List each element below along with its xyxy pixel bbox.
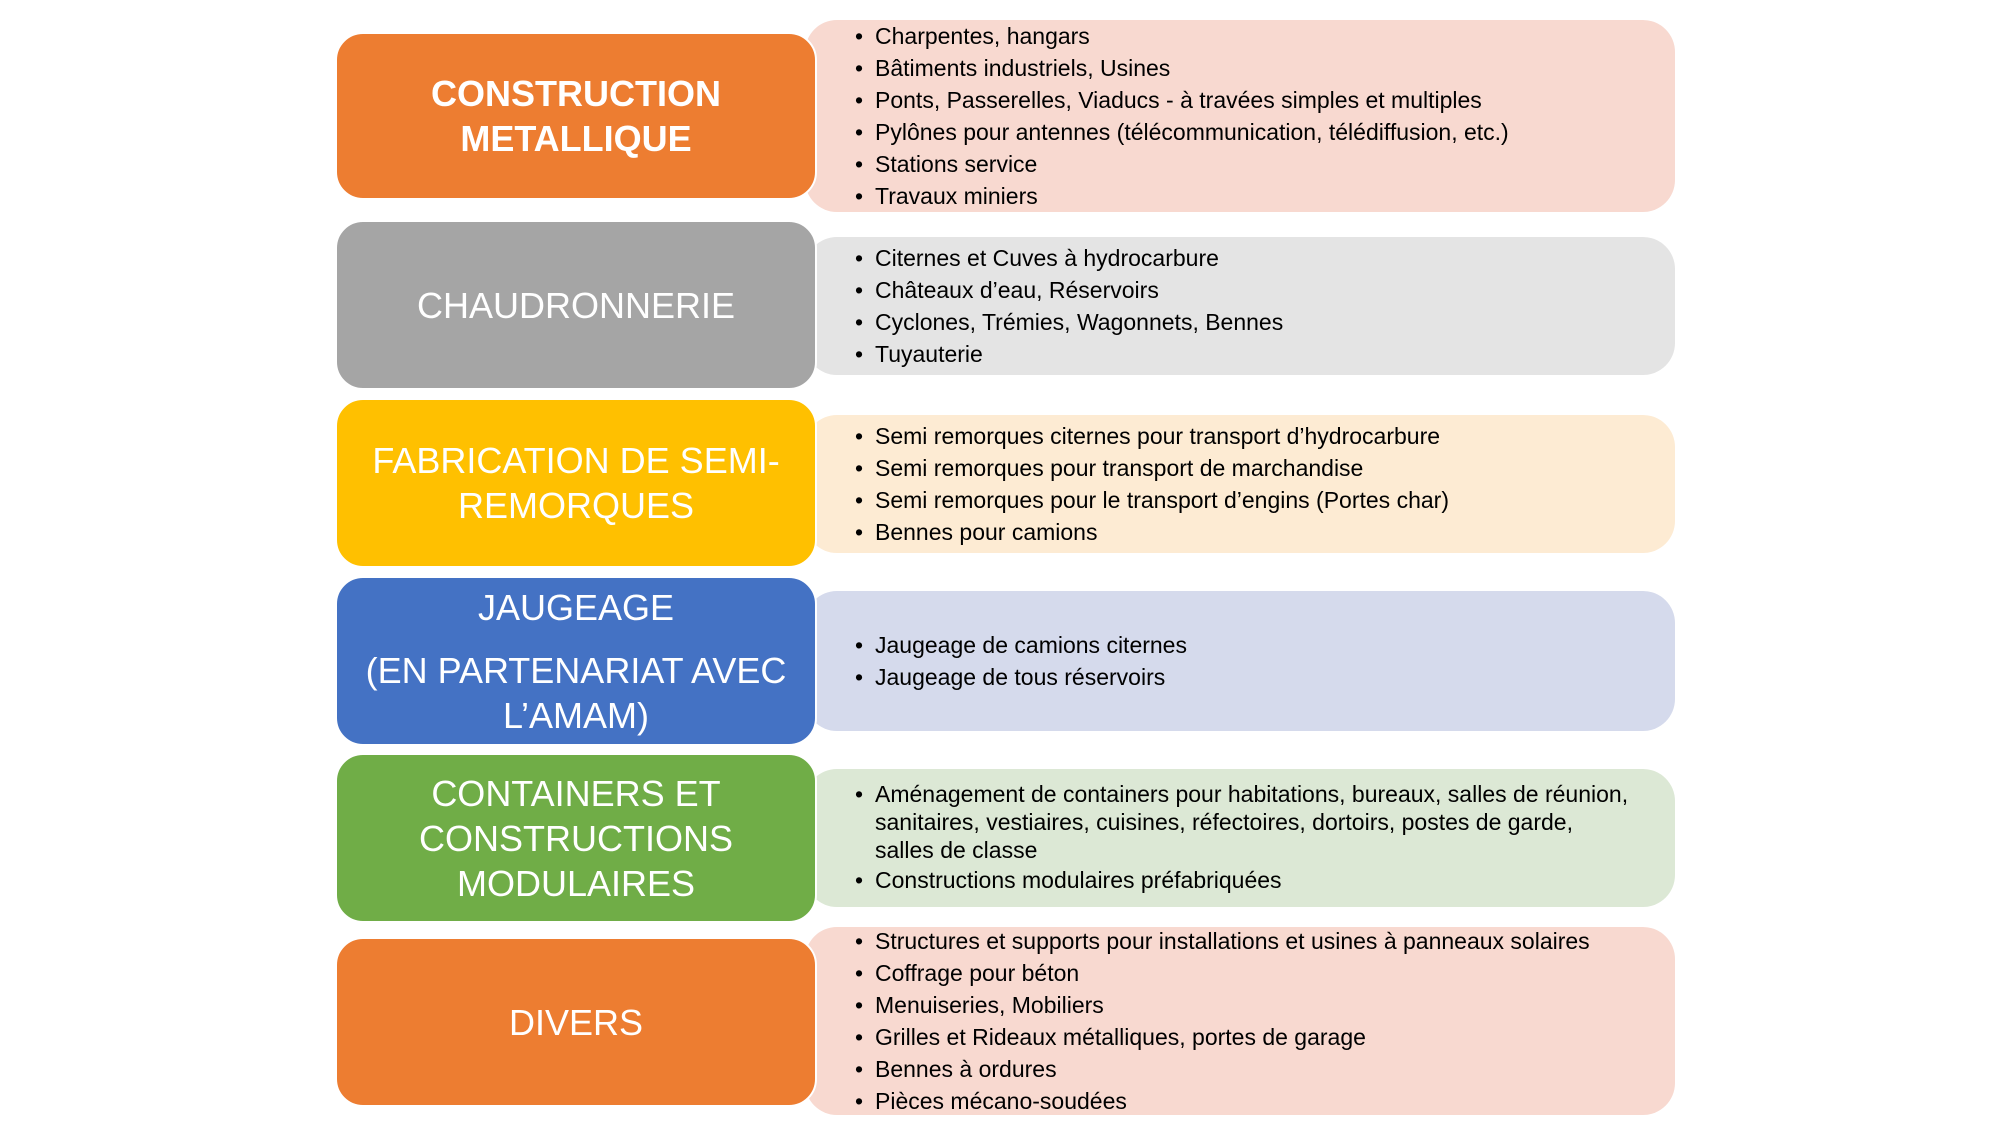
items-list — [855, 242, 1635, 370]
list-item: • Aménagement de containers pour habitations, bureaux, salles de réunion, sanitaires, vestiaires, cuisines, réfectoires, dortoirs, postes de garde, salles de classe — [855, 780, 1635, 864]
category-title — [353, 585, 799, 738]
category-title: CHAUDRONNERIE — [416, 284, 736, 326]
list-item: • Jaugeage de camions citernes — [855, 629, 1635, 661]
items-list — [855, 420, 1635, 548]
list-item: • Charpentes, hangars — [855, 20, 1635, 52]
section-semi-remorques — [335, 398, 1675, 568]
list-item: • Bâtiments industriels, Usines — [855, 52, 1635, 84]
list-item: • Semi remorques citernes pour transport d’hydrocarbure — [855, 420, 1635, 452]
category-label — [335, 398, 817, 568]
list-item: • Pylônes pour antennes (télécommunication, télédiffusion, etc.) — [855, 116, 1635, 148]
list-item: • Travaux miniers — [855, 180, 1635, 212]
category-label — [335, 32, 817, 200]
list-item: • Jaugeage de tous réservoirs — [855, 661, 1635, 693]
list-item: • Bennes pour camions — [855, 516, 1635, 548]
category-label — [335, 576, 817, 746]
category-title: DIVERS — [508, 1001, 644, 1043]
list-item: • Ponts, Passerelles, Viaducs - à travées simples et multiples — [855, 84, 1635, 116]
category-title-main: JAUGEAGE — [477, 586, 675, 628]
category-label — [335, 937, 817, 1107]
items-list — [855, 20, 1635, 212]
items-list — [855, 780, 1635, 896]
items-panel — [805, 237, 1675, 375]
items-panel — [805, 769, 1675, 907]
category-title: FABRICATION DE SEMI-REMORQUES — [372, 440, 780, 526]
category-title-sub: (EN PARTENARIAT AVEC L’AMAM) — [365, 649, 787, 736]
list-item: • Cyclones, Trémies, Wagonnets, Bennes — [855, 306, 1635, 338]
list-item: • Citernes et Cuves à hydrocarbure — [855, 242, 1635, 274]
list-item: • Pièces mécano-soudées — [855, 1085, 1635, 1117]
items-panel — [805, 415, 1675, 553]
list-item: • Coffrage pour béton — [855, 957, 1635, 989]
list-item: • Menuiseries, Mobiliers — [855, 989, 1635, 1021]
items-list — [855, 925, 1635, 1117]
category-title: CONSTRUCTION METALLIQUE — [431, 73, 721, 159]
list-item: • Stations service — [855, 148, 1635, 180]
list-item: • Semi remorques pour transport de marchandise — [855, 452, 1635, 484]
list-item: • Structures et supports pour installations et usines à panneaux solaires — [855, 925, 1635, 957]
items-panel — [805, 927, 1675, 1115]
section-construction-metallique — [335, 20, 1675, 215]
items-list — [855, 629, 1635, 693]
section-containers — [335, 753, 1675, 923]
category-label — [335, 753, 817, 923]
list-item: • Grilles et Rideaux métalliques, portes de garage — [855, 1021, 1635, 1053]
category-title: CONTAINERS ET CONSTRUCTIONS MODULAIRES — [419, 772, 733, 904]
section-chaudronnerie — [335, 220, 1675, 390]
list-item: • Constructions modulaires préfabriquées — [855, 864, 1635, 896]
section-jaugeage — [335, 576, 1675, 746]
list-item: • Bennes à ordures — [855, 1053, 1635, 1085]
section-divers — [335, 927, 1675, 1117]
list-item: • Semi remorques pour le transport d’engins (Portes char) — [855, 484, 1635, 516]
items-panel — [805, 20, 1675, 212]
items-panel — [805, 591, 1675, 731]
list-item: • Tuyauterie — [855, 338, 1635, 370]
list-item: • Châteaux d’eau, Réservoirs — [855, 274, 1635, 306]
category-label — [335, 220, 817, 390]
